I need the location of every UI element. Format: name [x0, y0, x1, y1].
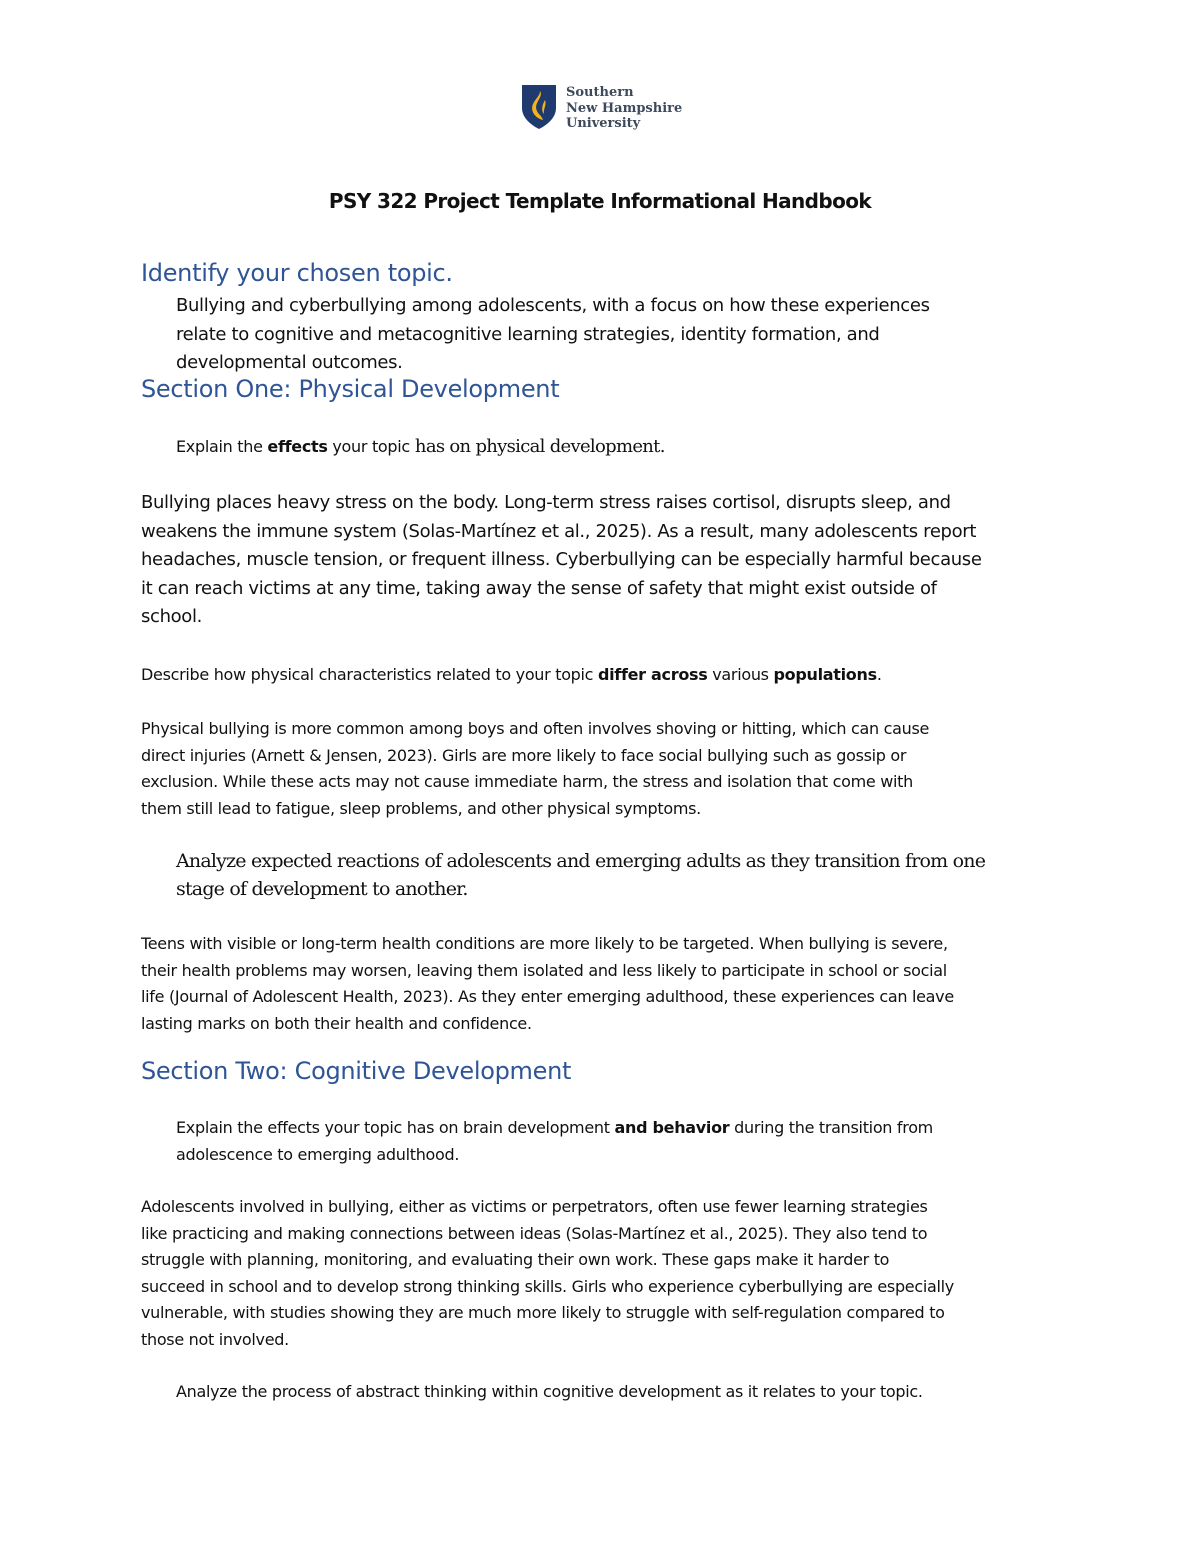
topic-heading: Identify your chosen topic.: [141, 259, 453, 287]
prompt-text: during the transition from: [729, 1118, 933, 1137]
answer-line: lasting marks on both their health and confidence.: [141, 1013, 532, 1033]
answer-line: weakens the immune system (Solas-Martínez et al., 2025). As a result, many adolescents report: [141, 520, 977, 542]
section-one-answer-2: [141, 716, 929, 822]
prompt-bold: effects: [267, 437, 328, 456]
prompt-text: has on physical development.: [409, 436, 665, 457]
prompt-text: Explain the effects your topic has on brain development: [176, 1118, 615, 1137]
answer-line: school.: [141, 606, 202, 627]
section-two-prompt-2: Analyze the process of abstract thinking within cognitive development as it relates to your topic.: [176, 1382, 923, 1401]
logo-line-1: Southern: [566, 85, 634, 100]
prompt-line: adolescence to emerging adulthood.: [176, 1144, 460, 1164]
answer-line: like practicing and making connections between ideas (Solas-Martínez et al., 2025). They also tend to: [141, 1223, 928, 1243]
section-two-prompt-1: [176, 1115, 933, 1168]
logo-line-3: University: [566, 116, 641, 131]
prompt-line: [176, 1115, 933, 1142]
answer-line: vulnerable, with studies showing they are much more likely to struggle with self-regulation compared to: [141, 1303, 945, 1322]
section-one-heading: Section One: Physical Development: [141, 375, 560, 403]
answer-line: struggle with planning, monitoring, and evaluating their own work. These gaps make it harder to: [141, 1250, 890, 1269]
topic-line: Bullying and cyberbullying among adolescents, with a focus on how these experiences: [176, 295, 930, 316]
section-one-answer-3: [141, 931, 954, 1037]
prompt-text: your topic: [327, 437, 410, 456]
prompt-bold: populations: [773, 665, 877, 684]
university-logo: [521, 84, 682, 132]
prompt-text: Describe how physical characteristics related to your topic: [141, 665, 598, 684]
document-title: PSY 322 Project Template Informational Handbook: [328, 189, 872, 213]
topic-line: relate to cognitive and metacognitive learning strategies, identity formation, and: [176, 323, 880, 345]
answer-line: Bullying places heavy stress on the body. Long-term stress raises cortisol, disrupts sleep, and: [141, 492, 951, 513]
prompt-text: .: [876, 665, 882, 684]
prompt-text: Explain the: [176, 437, 268, 456]
topic-answer: [176, 292, 930, 378]
shield-flame-icon: [521, 84, 557, 130]
answer-line: succeed in school and to develop strong thinking skills. Girls who experience cyberbullying are especially: [141, 1276, 954, 1296]
section-one-prompt-3: [176, 847, 985, 903]
logo-line-2: New Hampshire: [566, 100, 683, 116]
answer-line: it can reach victims at any time, taking away the sense of safety that might exist outside of: [141, 577, 937, 599]
prompt-bold: differ across: [597, 665, 708, 684]
topic-line: developmental outcomes.: [176, 352, 403, 373]
answer-line: those not involved.: [141, 1329, 289, 1349]
answer-line: direct injuries (Arnett & Jensen, 2023). Girls are more likely to face social bullying such as gossip or: [141, 745, 907, 765]
answer-line: their health problems may worsen, leaving them isolated and less likely to participate in school or social: [141, 960, 947, 980]
answer-line: them still lead to fatigue, sleep problems, and other physical symptoms.: [141, 798, 701, 818]
answer-line: headaches, muscle tension, or frequent illness. Cyberbullying can be especially harmful because: [141, 549, 982, 570]
answer-line: Teens with visible or long-term health conditions are more likely to be targeted. When bullying is severe,: [141, 934, 948, 953]
answer-line: Physical bullying is more common among boys and often involves shoving or hitting, which can cause: [141, 719, 930, 738]
section-one-prompt-2: [141, 662, 882, 689]
section-one-answer-1: [141, 489, 982, 632]
section-two-heading: Section Two: Cognitive Development: [141, 1057, 572, 1085]
prompt-text: various: [707, 665, 774, 684]
answer-line: life (Journal of Adolescent Health, 2023). As they enter emerging adulthood, these experiences can leave: [141, 987, 954, 1006]
section-two-answer-1: [141, 1194, 954, 1353]
prompt-bold: and behavior: [614, 1118, 730, 1137]
prompt-line: stage of development to another.: [176, 878, 468, 900]
answer-line: exclusion. While these acts may not cause immediate harm, the stress and isolation that come with: [141, 772, 913, 791]
prompt-line: Analyze expected reactions of adolescents and emerging adults as they transition from one: [176, 850, 986, 872]
section-one-prompt-1: [176, 434, 665, 461]
logo-wordmark: [566, 84, 682, 132]
answer-line: Adolescents involved in bullying, either as victims or perpetrators, often use fewer learning strategies: [141, 1197, 928, 1216]
